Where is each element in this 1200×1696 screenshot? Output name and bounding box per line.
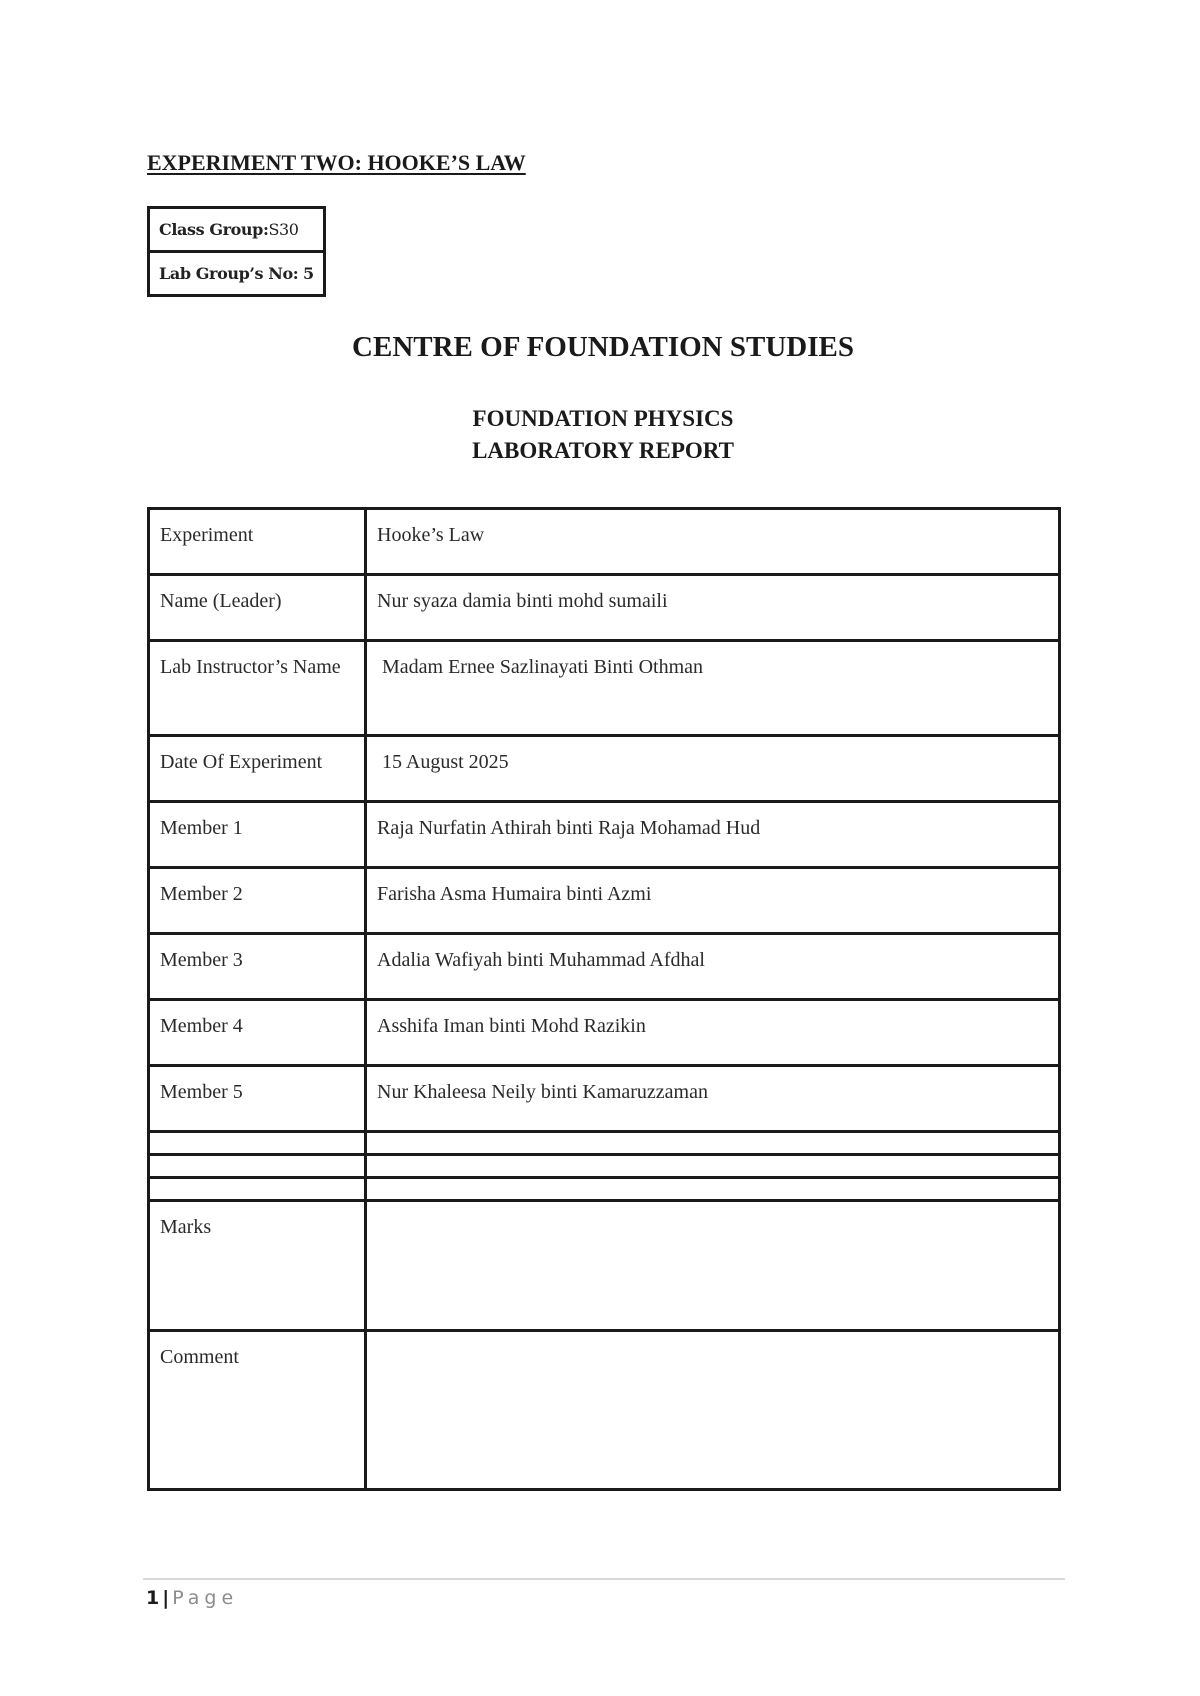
marks-value xyxy=(366,1201,1060,1331)
row-label: Member 5 xyxy=(149,1066,366,1132)
row-value: Nur syaza damia binti mohd sumaili xyxy=(366,575,1060,641)
page-footer xyxy=(146,1587,238,1609)
class-group-value: S30 xyxy=(268,220,299,239)
comment-row xyxy=(149,1331,1060,1490)
comment-value xyxy=(366,1331,1060,1490)
table-row xyxy=(149,802,1060,868)
row-value: Nur Khaleesa Neily binti Kamaruzzaman xyxy=(366,1066,1060,1132)
table-row xyxy=(149,736,1060,802)
row-label: Date Of Experiment xyxy=(149,736,366,802)
table-row xyxy=(149,641,1060,736)
table-row xyxy=(149,868,1060,934)
footer-divider xyxy=(143,1578,1065,1580)
comment-label: Comment xyxy=(149,1331,366,1490)
group-info-box xyxy=(147,206,326,297)
row-value: Raja Nurfatin Athirah binti Raja Mohamad Hud xyxy=(366,802,1060,868)
report-subtitle xyxy=(0,403,1200,467)
row-label: Member 4 xyxy=(149,1000,366,1066)
row-value: Asshifa Iman binti Mohd Razikin xyxy=(366,1000,1060,1066)
row-value: Madam Ernee Sazlinayati Binti Othman xyxy=(366,641,1060,736)
table-row xyxy=(149,934,1060,1000)
row-label: Member 1 xyxy=(149,802,366,868)
class-group-label: Class Group: xyxy=(159,220,269,239)
marks-label: Marks xyxy=(149,1201,366,1331)
table-row xyxy=(149,1066,1060,1132)
row-value: Adalia Wafiyah binti Muhammad Afdhal xyxy=(366,934,1060,1000)
empty-row xyxy=(149,1178,1060,1201)
row-label: Lab Instructor’s Name xyxy=(149,641,366,736)
row-label: Name (Leader) xyxy=(149,575,366,641)
marks-row xyxy=(149,1201,1060,1331)
class-group-row xyxy=(149,208,325,252)
row-value: Farisha Asma Humaira binti Azmi xyxy=(366,868,1060,934)
centre-title: CENTRE OF FOUNDATION STUDIES xyxy=(352,331,854,363)
report-type-title: LABORATORY REPORT xyxy=(472,438,734,463)
empty-row xyxy=(149,1132,1060,1155)
row-value: Hooke’s Law xyxy=(366,509,1060,575)
footer-separator: | xyxy=(162,1587,170,1609)
lab-group-value: 5 xyxy=(303,264,314,283)
row-label: Member 2 xyxy=(149,868,366,934)
lab-group-label: Lab Group’s No: xyxy=(159,264,299,283)
subject-title: FOUNDATION PHYSICS xyxy=(472,406,734,431)
table-row xyxy=(149,1000,1060,1066)
row-label: Member 3 xyxy=(149,934,366,1000)
row-label: Experiment xyxy=(149,509,366,575)
lab-group-row xyxy=(149,252,325,296)
table-row xyxy=(149,575,1060,641)
page-number: 1 xyxy=(146,1587,160,1609)
table-row xyxy=(149,509,1060,575)
report-info-table xyxy=(147,507,1061,1491)
empty-row xyxy=(149,1155,1060,1178)
row-value: 15 August 2025 xyxy=(366,736,1060,802)
experiment-heading: EXPERIMENT TWO: HOOKE’S LAW xyxy=(147,150,526,175)
page-word: Page xyxy=(172,1587,239,1609)
